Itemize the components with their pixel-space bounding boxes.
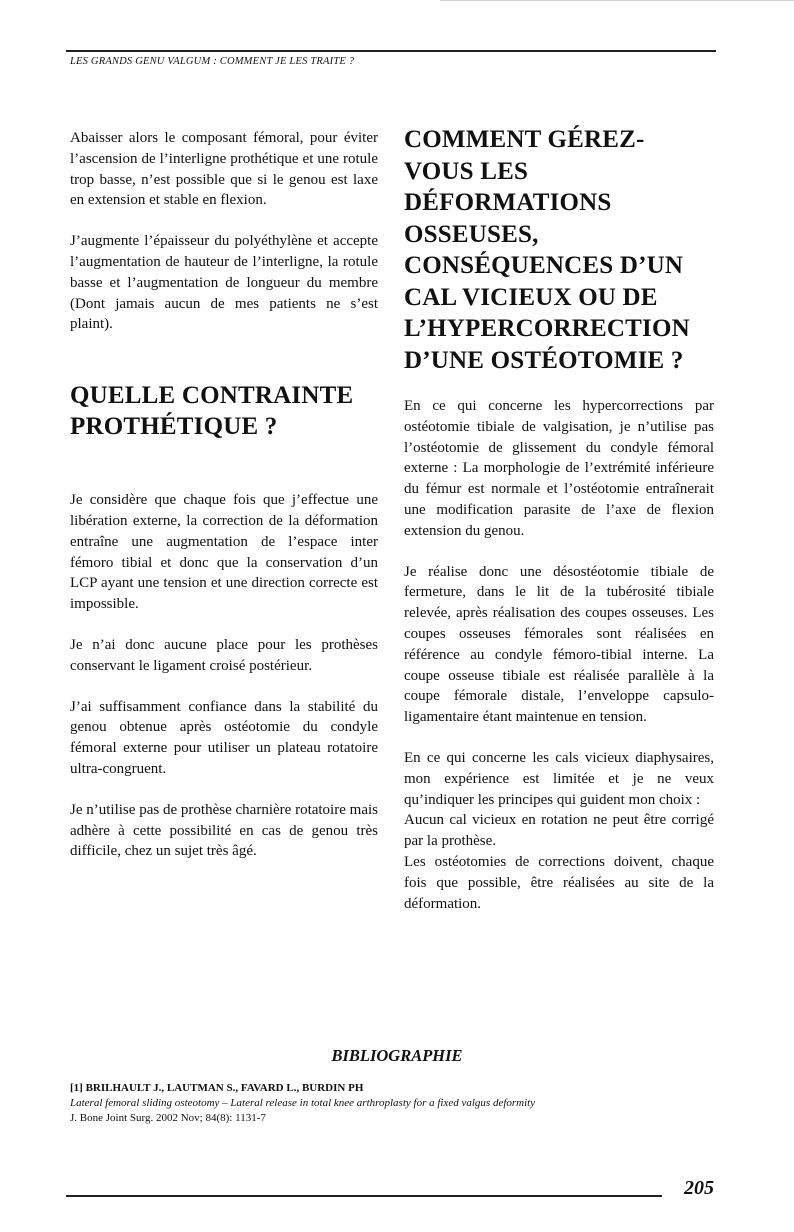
right-paragraph-2: Je réalise donc une désostéotomie tibiale de fermeture, dans le lit de la tubérosité tibiale relevée, après réalisation des coupes osseuses. Les coupes osseuses fémorales sont réalisées en référence au condyle fémoro-tibial interne. La coupe osseuse tibiale est réalisée parallèle à la coupe fémorale distale, l’enveloppe capsulo-ligamentaire étant maintenue en tension. [404, 563, 714, 726]
left-column [70, 128, 378, 862]
top-edge-line [440, 0, 794, 1]
right-paragraph-1: En ce qui concerne les hypercorrections par ostéotomie tibiale de valgisation, je n’utilise pas l’ostéotomie de glissement du condyle fémoral externe : La morphologie de l’extrémité inférieure du fémur est normale et l’ostéotomie entraînerait une modification parasite de l’axe de flexion extension du genou. [404, 398, 714, 539]
right-column [404, 124, 714, 914]
footer-rule [66, 1195, 662, 1197]
left-paragraph-2: J’augmente l’épaisseur du polyéthylène et accepte l’augmentation de hauteur de l’interligne, la rotule basse et l’augmentation de longueur du membre (Dont jamais aucun de mes patients ne s’est plaint). [70, 233, 378, 333]
bibliography-title: BIBLIOGRAPHIE [331, 1046, 463, 1065]
right-paragraph-3-line-3: Les ostéotomies de corrections doivent, chaque fois que possible, être réalisées au site de la déformation. [404, 853, 714, 912]
left-paragraph-6: Je n’utilise pas de prothèse charnière rotatoire mais adhère à cette possibilité en cas de genou très difficile, chez un sujet très âgé. [70, 801, 378, 860]
left-paragraph-4: Je n’ai donc aucune place pour les prothèses conservant le ligament croisé postérieur. [70, 636, 378, 674]
right-paragraph-3-line-1: En ce qui concerne les cals vicieux diaphysaires, mon expérience est limitée et je ne veux qu’indiquer les principes qui guident mon choix : [404, 749, 714, 808]
left-paragraph-1: Abaisser alors le composant fémoral, pour éviter l’ascension de l’interligne prothétique et une rotule trop basse, n’est possible que si le genou est laxe en extension et stable en flexion. [70, 130, 378, 209]
bibliography-article-title: Lateral femoral sliding osteotomy – Lateral release in total knee arthroplasty for a fixed valgus deformity [70, 1097, 536, 1109]
left-paragraph-5: J’ai suffisamment confiance dans la stabilité du genou obtenue après ostéotomie du condyle fémoral externe pour utiliser un plateau rotatoire ultra-congruent. [70, 698, 378, 777]
bibliography-entry [70, 1081, 720, 1126]
section-heading-bone-deformations: COMMENT GÉREZ-VOUS LES DÉFORMATIONS OSSEUSES, CONSÉQUENCES D’UN CAL VICIEUX OU DE L’HYPERCORRECTION D’UNE OSTÉOTOMIE ? [404, 126, 690, 374]
bibliography-source: J. Bone Joint Surg. 2002 Nov; 84(8): 1131-7 [70, 1112, 266, 1124]
left-paragraph-3: Je considère que chaque fois que j’effectue une libération externe, la correction de la déformation entraîne une augmentation de l’espace inter fémoro tibial et donc que la conservation d’un LCP ayant une tension et une direction correcte est impossible. [70, 492, 378, 613]
bibliography-authors: [1] BRILHAULT J., LAUTMAN S., FAVARD L., BURDIN PH [70, 1082, 364, 1094]
right-paragraph-3-line-2: Aucun cal vicieux en rotation ne peut être corrigé par la prothèse. [404, 812, 714, 850]
page-number: 205 [684, 1177, 714, 1199]
header-rule [66, 50, 716, 52]
running-head: LES GRANDS GENU VALGUM : COMMENT JE LES TRAITE ? [70, 56, 355, 67]
section-heading-prosthetic-constraint: QUELLE CONTRAINTE PROTHÉTIQUE ? [70, 382, 354, 441]
right-paragraph-3 [404, 748, 714, 914]
